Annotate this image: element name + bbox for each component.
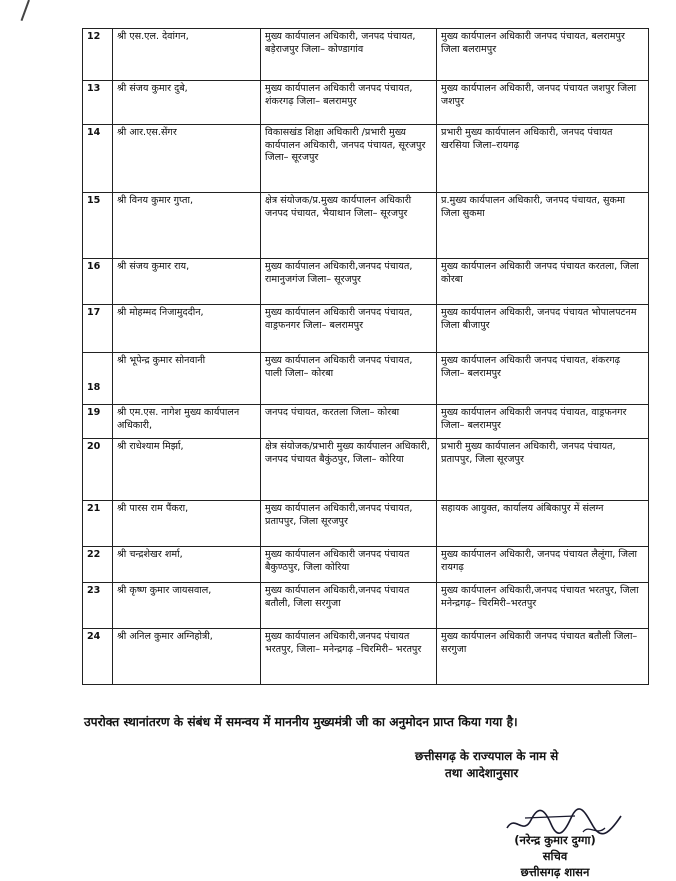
officer-name: श्री पारस राम पैंकरा, bbox=[113, 501, 261, 547]
current-posting: क्षेत्र संयोजक/प्र.मुख्य कार्यपालन अधिकारी जनपद पंचायत, भैयाथान जिला– सूरजपुर bbox=[261, 193, 437, 259]
authority-line-1: छत्तीसगढ़ के राज्यपाल के नाम से bbox=[415, 749, 559, 763]
new-posting: मुख्य कार्यपालन अधिकारी जनपद पंचायत करतला, जिला कोरबा bbox=[437, 259, 649, 305]
current-posting: विकासखंड शिक्षा अधिकारी /प्रभारी मुख्य कार्यपालन अधिकारी, जनपद पंचायत, सूरजपुर जिला– सूरजपुर bbox=[261, 125, 437, 193]
row-number: 13 bbox=[83, 81, 113, 125]
officer-name: श्री भूपेन्द्र कुमार सोनवानी bbox=[113, 353, 261, 405]
officer-name: श्री आर.एस.सेंगर bbox=[113, 125, 261, 193]
row-number: 18 bbox=[83, 353, 113, 405]
table-row bbox=[83, 29, 649, 81]
officer-name: श्री राधेश्याम मिर्झा, bbox=[113, 439, 261, 501]
table-row bbox=[83, 259, 649, 305]
new-posting: मुख्य कार्यपालन अधिकारी जनपद पंचायत, बलरामपुर जिला बलरामपुर bbox=[437, 29, 649, 81]
officer-name: श्री संजय कुमार राय, bbox=[113, 259, 261, 305]
scan-mark bbox=[21, 0, 30, 21]
current-posting: मुख्य कार्यपालन अधिकारी जनपद पंचायत, वाड्रफनगर जिला– बलरामपुर bbox=[261, 305, 437, 353]
authority-line-2: तथा आदेशानुसार bbox=[445, 766, 519, 780]
transfer-table bbox=[82, 28, 649, 685]
current-posting: मुख्य कार्यपालन अधिकारी, जनपद पंचायत, बड़ेराजपुर जिला– कोण्डागांव bbox=[261, 29, 437, 81]
officer-name: श्री मोहम्मद निजामुददीन, bbox=[113, 305, 261, 353]
table-row bbox=[83, 547, 649, 583]
transfer-table-body bbox=[83, 29, 649, 685]
row-number: 17 bbox=[83, 305, 113, 353]
approval-note: उपरोक्त स्थानांतरण के संबंध में समन्वय में माननीय मुख्यमंत्री जी का अनुमोदन प्राप्त किया गया है। bbox=[84, 715, 518, 729]
row-number: 12 bbox=[83, 29, 113, 81]
new-posting: प्रभारी मुख्य कार्यपालन अधिकारी, जनपद पंचायत, प्रतापपुर, जिला सूरजपुर bbox=[437, 439, 649, 501]
new-posting: मुख्य कार्यपालन अधिकारी, जनपद पंचायत लैलूंगा, जिला रायगढ़ bbox=[437, 547, 649, 583]
officer-name: श्री चन्द्रशेखर शर्मा, bbox=[113, 547, 261, 583]
current-posting: मुख्य कार्यपालन अधिकारी,जनपद पंचायत, रामानुजगंज जिला– सूरजपुर bbox=[261, 259, 437, 305]
row-number: 16 bbox=[83, 259, 113, 305]
row-number: 22 bbox=[83, 547, 113, 583]
officer-name: श्री अनिल कुमार अग्निहोत्री, bbox=[113, 629, 261, 685]
table-row bbox=[83, 583, 649, 629]
new-posting: प्रभारी मुख्य कार्यपालन अधिकारी, जनपद पंचायत खरसिया जिला–रायगढ़ bbox=[437, 125, 649, 193]
row-number: 15 bbox=[83, 193, 113, 259]
row-number: 20 bbox=[83, 439, 113, 501]
new-posting: मुख्य कार्यपालन अधिकारी जनपद पंचायत बतौली जिला–सरगुजा bbox=[437, 629, 649, 685]
current-posting: मुख्य कार्यपालन अधिकारी,जनपद पंचायत बतौली, जिला सरगुजा bbox=[261, 583, 437, 629]
row-number: 23 bbox=[83, 583, 113, 629]
row-number: 24 bbox=[83, 629, 113, 685]
table-row bbox=[83, 193, 649, 259]
table-row bbox=[83, 405, 649, 439]
new-posting: प्र.मुख्य कार्यपालन अधिकारी, जनपद पंचायत, सुकमा जिला सुकमा bbox=[437, 193, 649, 259]
officer-name: श्री एस.एल. देवांगन, bbox=[113, 29, 261, 81]
table-row bbox=[83, 629, 649, 685]
table-row bbox=[83, 81, 649, 125]
signatory-designation: सचिव bbox=[542, 849, 568, 863]
officer-name: श्री एम.एस. नागेश मुख्य कार्यपालन अधिकारी, bbox=[113, 405, 261, 439]
new-posting: मुख्य कार्यपालन अधिकारी, जनपद पंचायत भोपालपटनम जिला बीजापुर bbox=[437, 305, 649, 353]
signatory-name: (नरेन्द्र कुमार दुग्गा) bbox=[514, 833, 596, 847]
table-row bbox=[83, 353, 649, 405]
officer-name: श्री संजय कुमार दुबे, bbox=[113, 81, 261, 125]
new-posting: मुख्य कार्यपालन अधिकारी जनपद पंचायत, वाड्रफनगर जिला– बलरामपुर bbox=[437, 405, 649, 439]
table-row bbox=[83, 439, 649, 501]
officer-name: श्री कृष्ण कुमार जायसवाल, bbox=[113, 583, 261, 629]
new-posting: मुख्य कार्यपालन अधिकारी जनपद पंचायत, शंकरगढ़ जिला– बलरामपुर bbox=[437, 353, 649, 405]
current-posting: मुख्य कार्यपालन अधिकारी जनपद पंचायत, पाली जिला– कोरबा bbox=[261, 353, 437, 405]
current-posting: क्षेत्र संयोजक/प्रभारी मुख्य कार्यपालन अधिकारी, जनपद पंचायत बैकुंठपुर, जिला– कोरिया bbox=[261, 439, 437, 501]
table-row bbox=[83, 125, 649, 193]
current-posting: मुख्य कार्यपालन अधिकारी जनपद पंचायत बैकुण्ठपुर, जिला कोरिया bbox=[261, 547, 437, 583]
new-posting: मुख्य कार्यपालन अधिकारी,जनपद पंचायत भरतपुर, जिला मनेन्द्रगढ़– चिरमिरी–भरतपुर bbox=[437, 583, 649, 629]
officer-name: श्री विनय कुमार गुप्ता, bbox=[113, 193, 261, 259]
row-number: 19 bbox=[83, 405, 113, 439]
new-posting: सहायक आयुक्त, कार्यालय अंबिकापुर में संलग्न bbox=[437, 501, 649, 547]
row-number: 21 bbox=[83, 501, 113, 547]
table-row bbox=[83, 305, 649, 353]
signatory-organisation: छत्तीसगढ़ शासन bbox=[520, 865, 590, 879]
new-posting: मुख्य कार्यपालन अधिकारी, जनपद पंचायत जशपुर जिला जशपुर bbox=[437, 81, 649, 125]
row-number: 14 bbox=[83, 125, 113, 193]
current-posting: जनपद पंचायत, करतला जिला– कोरबा bbox=[261, 405, 437, 439]
signatory-block bbox=[455, 832, 655, 880]
current-posting: मुख्य कार्यपालन अधिकारी जनपद पंचायत, शंकरगढ़ जिला– बलरामपुर bbox=[261, 81, 437, 125]
authority-block bbox=[415, 748, 655, 782]
current-posting: मुख्य कार्यपालन अधिकारी,जनपद पंचायत, प्रतापपुर, जिला सूरजपुर bbox=[261, 501, 437, 547]
table-row bbox=[83, 501, 649, 547]
current-posting: मुख्य कार्यपालन अधिकारी,जनपद पंचायत भरतपुर, जिला– मनेन्द्रगढ़ –चिरमिरी– भरतपुर bbox=[261, 629, 437, 685]
